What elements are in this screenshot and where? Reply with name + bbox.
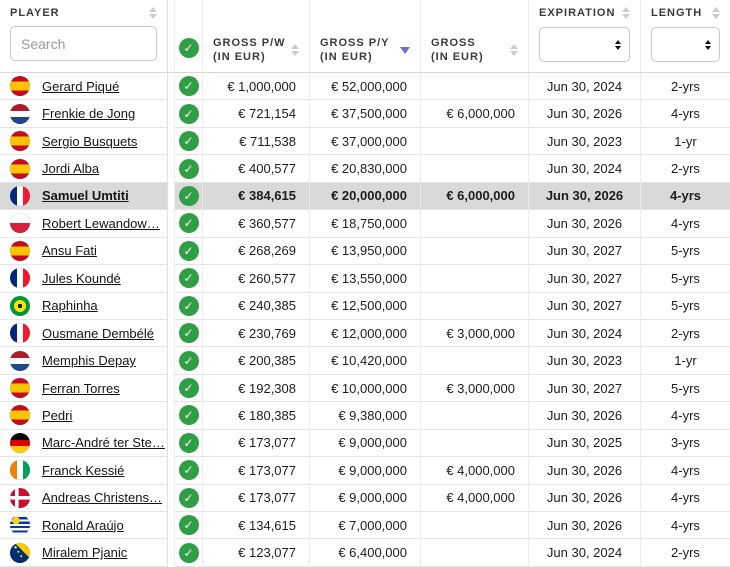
player-cell (0, 512, 168, 539)
table-row (0, 73, 730, 100)
expiration-cell: Jun 30, 2024 (529, 320, 641, 347)
gross-cell: € 6,000,000 (421, 183, 529, 210)
expiration-cell: Jun 30, 2024 (529, 73, 641, 100)
length-column-label: LENGTH (651, 7, 703, 19)
gross-cell (421, 512, 529, 539)
gross-cell (421, 347, 529, 374)
gross-pw-cell: € 711,538 (203, 128, 310, 155)
player-link[interactable]: Franck Kessié (42, 462, 125, 478)
gross-py-sort-descending-icon[interactable] (400, 47, 410, 54)
player-link[interactable]: Pedri (42, 407, 73, 423)
player-cell (0, 210, 168, 237)
table-row (0, 183, 730, 210)
gross-cell: € 6,000,000 (421, 100, 529, 127)
table-row (0, 457, 730, 484)
column-header-player (0, 0, 168, 72)
verified-cell (174, 128, 203, 155)
netherlands-flag-icon (10, 351, 30, 371)
spain-flag-icon (10, 76, 30, 96)
verified-icon: ✓ (179, 131, 199, 151)
length-filter-select[interactable] (651, 27, 720, 62)
gross-cell: € 3,000,000 (421, 375, 529, 402)
gross-pw-label-line2: (IN EUR) (213, 51, 266, 63)
verified-icon: ✓ (179, 460, 199, 480)
verified-cell (174, 430, 203, 457)
gross-py-cell: € 7,000,000 (310, 512, 421, 539)
gross-cell (421, 430, 529, 457)
column-header-gross-pw (203, 0, 310, 72)
gross-cell (421, 210, 529, 237)
gross-pw-cell: € 173,077 (203, 485, 310, 512)
gross-cell: € 4,000,000 (421, 457, 529, 484)
gross-py-cell: € 18,750,000 (310, 210, 421, 237)
gross-pw-cell: € 192,308 (203, 375, 310, 402)
bosnia-flag-icon (10, 543, 30, 563)
expiration-cell: Jun 30, 2026 (529, 210, 641, 237)
gross-pw-cell: € 240,385 (203, 293, 310, 320)
verified-icon: ✓ (179, 241, 199, 261)
player-cell (0, 402, 168, 429)
player-link[interactable]: Samuel Umtiti (42, 188, 129, 204)
player-cell (0, 100, 168, 127)
length-cell: 4-yrs (641, 402, 730, 429)
gross-py-cell: € 9,000,000 (310, 485, 421, 512)
gross-cell (421, 155, 529, 182)
verified-cell (174, 320, 203, 347)
expiration-cell: Jun 30, 2023 (529, 347, 641, 374)
table-header (0, 0, 730, 73)
gross-py-cell: € 37,500,000 (310, 100, 421, 127)
uruguay-flag-icon (10, 515, 30, 535)
player-cell (0, 457, 168, 484)
gross-pw-cell: € 721,154 (203, 100, 310, 127)
expiration-cell: Jun 30, 2024 (529, 155, 641, 182)
column-header-gross-py (310, 0, 421, 72)
player-link[interactable]: Gerard Piqué (42, 78, 120, 94)
verified-cell (174, 73, 203, 100)
table-row (0, 512, 730, 539)
length-cell: 5-yrs (641, 375, 730, 402)
gross-py-cell: € 10,000,000 (310, 375, 421, 402)
player-cell (0, 128, 168, 155)
gross-label-line1: GROSS (431, 37, 476, 49)
ivory-coast-flag-icon (10, 460, 30, 480)
gross-pw-sort-icon[interactable] (291, 44, 299, 56)
column-header-length (641, 0, 730, 72)
expiration-filter-select[interactable] (539, 27, 630, 62)
length-cell: 4-yrs (641, 100, 730, 127)
gross-pw-cell: € 360,577 (203, 210, 310, 237)
germany-flag-icon (10, 433, 30, 453)
gross-cell (421, 128, 529, 155)
player-cell (0, 320, 168, 347)
length-cell: 5-yrs (641, 238, 730, 265)
verified-cell (174, 402, 203, 429)
expiration-cell: Jun 30, 2026 (529, 457, 641, 484)
column-header-verified (174, 0, 203, 72)
expiration-cell: Jun 30, 2026 (529, 512, 641, 539)
player-link[interactable]: Ousmane Dembélé (42, 325, 154, 341)
gross-py-cell: € 9,000,000 (310, 430, 421, 457)
player-link[interactable]: Ansu Fati (42, 243, 97, 259)
gross-pw-cell: € 134,615 (203, 512, 310, 539)
gross-py-cell: € 9,380,000 (310, 402, 421, 429)
length-cell: 4-yrs (641, 512, 730, 539)
table-row (0, 402, 730, 429)
table-row (0, 128, 730, 155)
gross-pw-cell: € 180,385 (203, 402, 310, 429)
player-search-input[interactable] (10, 26, 157, 61)
length-sort-icon[interactable] (712, 7, 720, 19)
column-header-gross (421, 0, 529, 72)
gross-label-line2: (IN EUR) (431, 51, 484, 63)
gross-py-cell: € 20,830,000 (310, 155, 421, 182)
select-updown-icon (705, 40, 711, 50)
expiration-column-label: EXPIRATION (539, 7, 616, 19)
table-row (0, 155, 730, 182)
netherlands-flag-icon (10, 104, 30, 124)
verified-icon: ✓ (179, 351, 199, 371)
france-flag-icon (10, 323, 30, 343)
gross-pw-cell: € 173,077 (203, 457, 310, 484)
expiration-cell: Jun 30, 2027 (529, 265, 641, 292)
spain-flag-icon (10, 378, 30, 398)
gross-cell: € 3,000,000 (421, 320, 529, 347)
gross-py-cell: € 13,550,000 (310, 265, 421, 292)
expiration-cell: Jun 30, 2027 (529, 375, 641, 402)
verified-cell (174, 265, 203, 292)
france-flag-icon (10, 268, 30, 288)
verified-icon: ✓ (179, 76, 199, 96)
spain-flag-icon (10, 131, 30, 151)
verified-icon: ✓ (179, 296, 199, 316)
gross-pw-cell: € 260,577 (203, 265, 310, 292)
gross-pw-cell: € 230,769 (203, 320, 310, 347)
gross-py-cell: € 10,420,000 (310, 347, 421, 374)
expiration-cell: Jun 30, 2025 (529, 430, 641, 457)
length-cell: 2-yrs (641, 155, 730, 182)
player-cell (0, 265, 168, 292)
gross-pw-cell: € 200,385 (203, 347, 310, 374)
verified-icon: ✓ (179, 405, 199, 425)
verified-cell (174, 485, 203, 512)
table-body (0, 73, 730, 567)
table-row (0, 265, 730, 292)
verified-cell (174, 183, 203, 210)
player-link[interactable]: Marc-André ter Ste… (42, 435, 165, 451)
verified-cell (174, 457, 203, 484)
expiration-cell: Jun 30, 2023 (529, 128, 641, 155)
verified-icon: ✓ (179, 104, 199, 124)
verified-cell (174, 512, 203, 539)
player-link[interactable]: Raphinha (42, 298, 98, 314)
length-cell: 2-yrs (641, 73, 730, 100)
expiration-cell: Jun 30, 2026 (529, 485, 641, 512)
verified-icon: ✓ (179, 268, 199, 288)
verified-icon: ✓ (179, 159, 199, 179)
gross-cell (421, 539, 529, 566)
gross-pw-cell: € 384,615 (203, 183, 310, 210)
length-cell: 5-yrs (641, 265, 730, 292)
table-row (0, 347, 730, 374)
table-row (0, 485, 730, 512)
table-row (0, 430, 730, 457)
verified-icon: ✓ (179, 433, 199, 453)
verified-cell (174, 347, 203, 374)
verified-cell (174, 210, 203, 237)
gross-py-cell: € 37,000,000 (310, 128, 421, 155)
spain-flag-icon (10, 241, 30, 261)
verified-icon: ✓ (179, 186, 199, 206)
gross-cell: € 4,000,000 (421, 485, 529, 512)
verified-cell (174, 375, 203, 402)
expiration-cell: Jun 30, 2026 (529, 100, 641, 127)
length-cell: 2-yrs (641, 539, 730, 566)
expiration-cell: Jun 30, 2026 (529, 183, 641, 210)
length-cell: 2-yrs (641, 320, 730, 347)
gross-pw-cell: € 268,269 (203, 238, 310, 265)
length-cell: 1-yr (641, 128, 730, 155)
table-row (0, 539, 730, 566)
spain-flag-icon (10, 405, 30, 425)
player-cell (0, 183, 168, 210)
gross-pw-cell: € 400,577 (203, 155, 310, 182)
verified-cell (174, 155, 203, 182)
verified-icon: ✓ (179, 38, 199, 58)
gross-cell (421, 73, 529, 100)
gross-cell (421, 238, 529, 265)
gross-py-label-line1: GROSS P/Y (320, 37, 390, 49)
gross-py-cell: € 6,400,000 (310, 539, 421, 566)
player-cell (0, 155, 168, 182)
verified-cell (174, 293, 203, 320)
player-cell (0, 485, 168, 512)
verified-cell (174, 539, 203, 566)
select-updown-icon (615, 40, 621, 50)
gross-pw-cell: € 123,077 (203, 539, 310, 566)
length-cell: 1-yr (641, 347, 730, 374)
length-cell: 5-yrs (641, 293, 730, 320)
verified-cell (174, 238, 203, 265)
verified-icon: ✓ (179, 488, 199, 508)
player-sort-icon[interactable] (149, 7, 157, 19)
gross-pw-cell: € 1,000,000 (203, 73, 310, 100)
player-link[interactable]: Ferran Torres (42, 380, 120, 396)
player-link[interactable]: Frenkie de Jong (42, 106, 136, 122)
gross-sort-icon[interactable] (510, 44, 518, 56)
player-link[interactable]: Ronald Araújo (42, 517, 124, 533)
denmark-flag-icon (10, 488, 30, 508)
expiration-cell: Jun 30, 2024 (529, 539, 641, 566)
gross-py-cell: € 9,000,000 (310, 457, 421, 484)
table-row (0, 293, 730, 320)
verified-icon: ✓ (179, 543, 199, 563)
verified-icon: ✓ (179, 323, 199, 343)
table-row (0, 210, 730, 237)
verified-icon: ✓ (179, 378, 199, 398)
player-cell (0, 430, 168, 457)
spain-flag-icon (10, 159, 30, 179)
length-cell: 4-yrs (641, 183, 730, 210)
expiration-sort-icon[interactable] (622, 7, 630, 19)
france-flag-icon (10, 186, 30, 206)
gross-py-label-line2: (IN EUR) (320, 51, 373, 63)
gross-pw-label-line1: GROSS P/W (213, 37, 286, 49)
player-link[interactable]: Memphis Depay (42, 353, 136, 369)
player-link[interactable]: Jordi Alba (42, 161, 100, 177)
gross-py-cell: € 52,000,000 (310, 73, 421, 100)
player-cell (0, 347, 168, 374)
player-cell (0, 238, 168, 265)
table-row (0, 375, 730, 402)
gross-py-cell: € 13,950,000 (310, 238, 421, 265)
player-link[interactable]: Sergio Busquets (42, 133, 138, 149)
gross-pw-cell: € 173,077 (203, 430, 310, 457)
gross-cell (421, 293, 529, 320)
verified-icon: ✓ (179, 213, 199, 233)
gross-py-cell: € 12,500,000 (310, 293, 421, 320)
table-row (0, 100, 730, 127)
column-header-expiration (529, 0, 641, 72)
length-cell: 4-yrs (641, 210, 730, 237)
table-row (0, 320, 730, 347)
player-cell (0, 293, 168, 320)
gross-py-cell: € 20,000,000 (310, 183, 421, 210)
length-cell: 4-yrs (641, 457, 730, 484)
verified-icon: ✓ (179, 515, 199, 535)
gross-cell (421, 265, 529, 292)
player-link[interactable]: Andreas Christens… (42, 490, 162, 506)
brazil-flag-icon (10, 296, 30, 316)
player-link[interactable]: Robert Lewandow… (42, 215, 160, 231)
gross-cell (421, 402, 529, 429)
expiration-cell: Jun 30, 2026 (529, 402, 641, 429)
table-row (0, 238, 730, 265)
expiration-cell: Jun 30, 2027 (529, 238, 641, 265)
gross-py-cell: € 12,000,000 (310, 320, 421, 347)
verified-cell (174, 100, 203, 127)
length-cell: 4-yrs (641, 485, 730, 512)
poland-flag-icon (10, 213, 30, 233)
player-cell (0, 539, 168, 566)
player-column-label: PLAYER (10, 7, 60, 19)
player-link[interactable]: Miralem Pjanic (42, 545, 128, 561)
player-cell (0, 73, 168, 100)
player-cell (0, 375, 168, 402)
player-link[interactable]: Jules Koundé (42, 270, 121, 286)
length-cell: 3-yrs (641, 430, 730, 457)
expiration-cell: Jun 30, 2027 (529, 293, 641, 320)
